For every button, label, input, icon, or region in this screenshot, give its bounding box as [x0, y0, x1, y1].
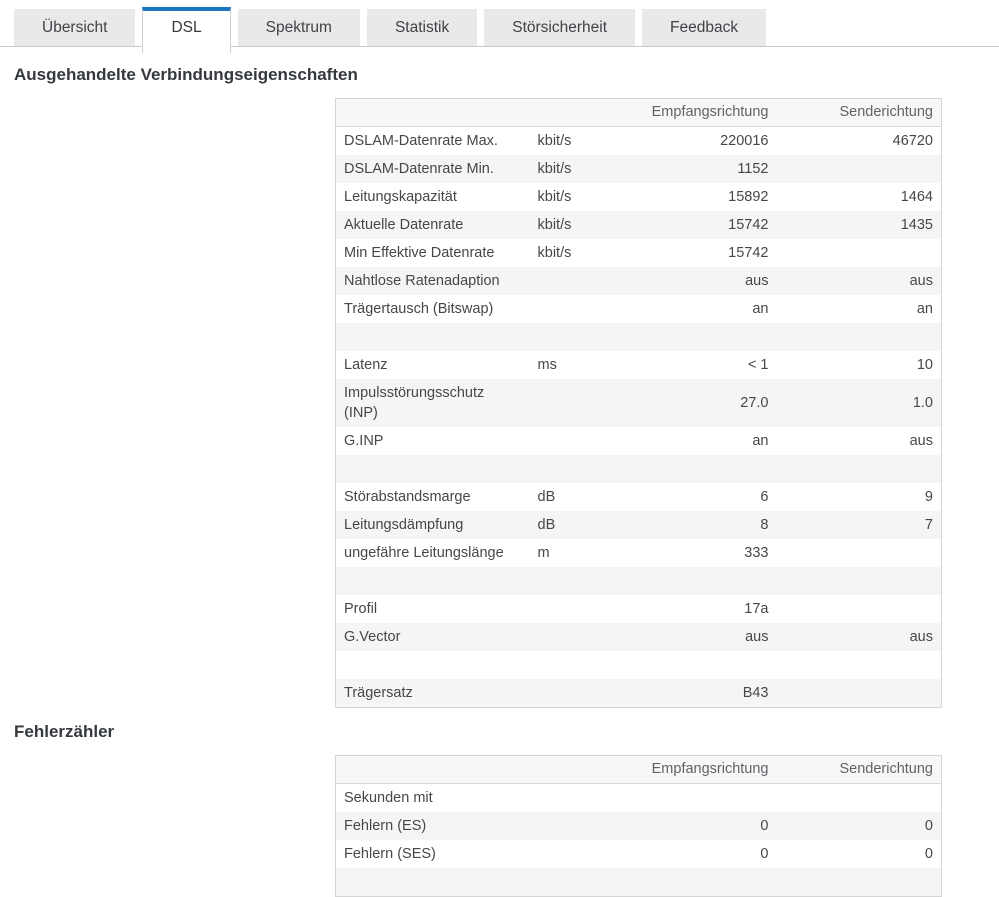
- row-unit: kbit/s: [537, 245, 572, 261]
- value-senderichtung: 46720: [892, 133, 933, 149]
- value-senderichtung: aus: [909, 433, 933, 449]
- section-title-error-counters: Fehlerzähler: [14, 722, 115, 741]
- value-empfangsrichtung: 27.0: [740, 395, 769, 411]
- table-row: [336, 679, 942, 708]
- row-label: [336, 455, 530, 483]
- row-unit: [530, 379, 640, 427]
- row-unit: [530, 427, 640, 455]
- row-unit: [530, 840, 640, 868]
- row-label: G.INP: [344, 433, 384, 449]
- value-empfangsrichtung: 0: [760, 846, 769, 862]
- value-senderichtung: 1.0: [912, 395, 933, 411]
- value-senderichtung: 0: [924, 818, 933, 834]
- value-empfangsrichtung: 6: [760, 489, 769, 505]
- row-label: Störabstandsmarge: [344, 489, 471, 505]
- table-row: [336, 427, 942, 455]
- value-empfangsrichtung: [640, 784, 777, 813]
- table-row: [336, 267, 942, 295]
- value-empfangsrichtung: [640, 651, 777, 679]
- column-header-empty: [336, 99, 530, 127]
- table-row: [336, 595, 942, 623]
- table-header-row: [336, 756, 942, 784]
- value-senderichtung: 1435: [900, 217, 933, 233]
- column-header: Empfangsrichtung: [640, 99, 777, 127]
- row-label: Trägertausch (Bitswap): [344, 301, 494, 317]
- row-label: Latenz: [344, 357, 388, 373]
- row-unit: [530, 651, 640, 679]
- value-senderichtung: 10: [916, 357, 933, 373]
- table-row-spacer: [336, 323, 942, 351]
- row-unit: [530, 679, 640, 708]
- value-empfangsrichtung: 220016: [720, 133, 769, 149]
- value-senderichtung: 0: [924, 846, 933, 862]
- value-senderichtung: [777, 595, 942, 623]
- row-label: [336, 567, 530, 595]
- tab-stoersicherheit[interactable]: Störsicherheit: [484, 9, 635, 46]
- row-label: Fehlern (SES): [344, 846, 436, 862]
- value-empfangsrichtung: [640, 323, 777, 351]
- table-row: [336, 379, 942, 427]
- table-row: [336, 239, 942, 267]
- tab-statistik[interactable]: Statistik: [367, 9, 477, 46]
- row-label: [336, 651, 530, 679]
- row-unit: [530, 455, 640, 483]
- row-unit: [530, 323, 640, 351]
- value-empfangsrichtung: [640, 567, 777, 595]
- value-senderichtung: 1464: [900, 189, 933, 205]
- row-label: Impulsstörungsschutz (INP): [344, 385, 485, 421]
- value-senderichtung: aus: [909, 273, 933, 289]
- value-empfangsrichtung: < 1: [747, 357, 769, 373]
- row-unit: [530, 267, 640, 295]
- row-unit: [530, 567, 640, 595]
- row-unit: [530, 812, 640, 840]
- column-header: Empfangsrichtung: [640, 756, 777, 784]
- value-senderichtung: an: [916, 301, 933, 317]
- table-row: [336, 211, 942, 239]
- row-label: Min Effektive Datenrate: [344, 245, 495, 261]
- value-senderichtung: [777, 651, 942, 679]
- row-label: Profil: [344, 601, 378, 617]
- value-empfangsrichtung: 333: [744, 545, 769, 561]
- row-unit: kbit/s: [537, 161, 572, 177]
- section-error-counters: [0, 722, 999, 897]
- row-label: Leitungskapazität: [344, 189, 457, 205]
- tab-dsl[interactable]: DSL: [142, 7, 230, 53]
- column-header-empty: [530, 756, 640, 784]
- tab-bar: [0, 0, 999, 47]
- value-senderichtung: aus: [909, 629, 933, 645]
- value-empfangsrichtung: [640, 455, 777, 483]
- value-empfangsrichtung: 1152: [737, 161, 769, 177]
- row-label: Sekunden mit: [344, 790, 433, 806]
- column-header-empty: [336, 756, 530, 784]
- value-empfangsrichtung: 15742: [728, 245, 769, 261]
- table-row: [336, 784, 942, 813]
- column-header-empty: [530, 99, 640, 127]
- table-row: [336, 295, 942, 323]
- table-row: [336, 183, 942, 211]
- tab-spektrum[interactable]: Spektrum: [238, 9, 360, 46]
- table-row: [336, 623, 942, 651]
- row-unit: [530, 784, 640, 813]
- value-senderichtung: 7: [924, 517, 933, 533]
- value-empfangsrichtung: an: [752, 301, 769, 317]
- row-label: Fehlern (ES): [344, 818, 427, 834]
- value-empfangsrichtung: 0: [760, 818, 769, 834]
- connection-properties-table: [335, 98, 942, 708]
- value-empfangsrichtung: 15892: [728, 189, 769, 205]
- value-empfangsrichtung: 8: [760, 517, 769, 533]
- table-row: [336, 483, 942, 511]
- row-unit: [530, 595, 640, 623]
- row-unit: [530, 868, 640, 896]
- row-label: [336, 323, 530, 351]
- row-unit: ms: [537, 357, 557, 373]
- row-unit: m: [537, 545, 550, 561]
- table-row-spacer: [336, 651, 942, 679]
- row-unit: kbit/s: [537, 217, 572, 233]
- column-header: Senderichtung: [777, 756, 942, 784]
- value-senderichtung: [777, 323, 942, 351]
- tab-feedback[interactable]: Feedback: [642, 9, 766, 46]
- row-label: ungefähre Leitungslänge: [344, 545, 504, 561]
- row-unit: [530, 623, 640, 651]
- row-label: Aktuelle Datenrate: [344, 217, 464, 233]
- row-label: Leitungsdämpfung: [344, 517, 464, 533]
- value-empfangsrichtung: aus: [745, 629, 769, 645]
- row-label: G.Vector: [344, 629, 401, 645]
- dsl-page-content: [0, 65, 999, 897]
- value-senderichtung: [777, 784, 942, 813]
- value-empfangsrichtung: B43: [742, 685, 769, 701]
- table-row: [336, 155, 942, 183]
- row-unit: kbit/s: [537, 133, 572, 149]
- table-row-spacer: [336, 455, 942, 483]
- tab-uebersicht[interactable]: Übersicht: [14, 9, 135, 46]
- value-senderichtung: [777, 868, 942, 896]
- value-senderichtung: [777, 155, 942, 183]
- value-empfangsrichtung: 17a: [744, 601, 769, 617]
- row-unit: dB: [537, 517, 556, 533]
- table-row: [336, 127, 942, 156]
- row-unit: kbit/s: [537, 189, 572, 205]
- row-unit: dB: [537, 489, 556, 505]
- row-label: DSLAM-Datenrate Min.: [344, 161, 494, 177]
- table-row-spacer: [336, 567, 942, 595]
- section-title-connection-properties: Ausgehandelte Verbindungseigenschaften: [14, 65, 358, 84]
- value-senderichtung: [777, 567, 942, 595]
- error-counters-table: [335, 755, 942, 897]
- value-senderichtung: 9: [924, 489, 933, 505]
- value-senderichtung: [777, 239, 942, 267]
- column-header: Senderichtung: [777, 99, 942, 127]
- value-empfangsrichtung: 15742: [728, 217, 769, 233]
- row-label: DSLAM-Datenrate Max.: [344, 133, 498, 149]
- value-senderichtung: [777, 539, 942, 567]
- value-senderichtung: [777, 679, 942, 708]
- row-unit: [530, 295, 640, 323]
- row-label: Nahtlose Ratenadaption: [344, 273, 500, 289]
- value-senderichtung: [777, 455, 942, 483]
- section-connection-properties: [0, 65, 999, 708]
- row-label: [336, 868, 530, 896]
- row-label: Trägersatz: [344, 685, 413, 701]
- table-row: [336, 812, 942, 840]
- value-empfangsrichtung: [640, 868, 777, 896]
- value-empfangsrichtung: aus: [745, 273, 769, 289]
- table-row: [336, 539, 942, 567]
- table-row: [336, 840, 942, 868]
- value-empfangsrichtung: an: [752, 433, 769, 449]
- table-row-spacer: [336, 868, 942, 896]
- table-row: [336, 511, 942, 539]
- table-header-row: [336, 99, 942, 127]
- table-row: [336, 351, 942, 379]
